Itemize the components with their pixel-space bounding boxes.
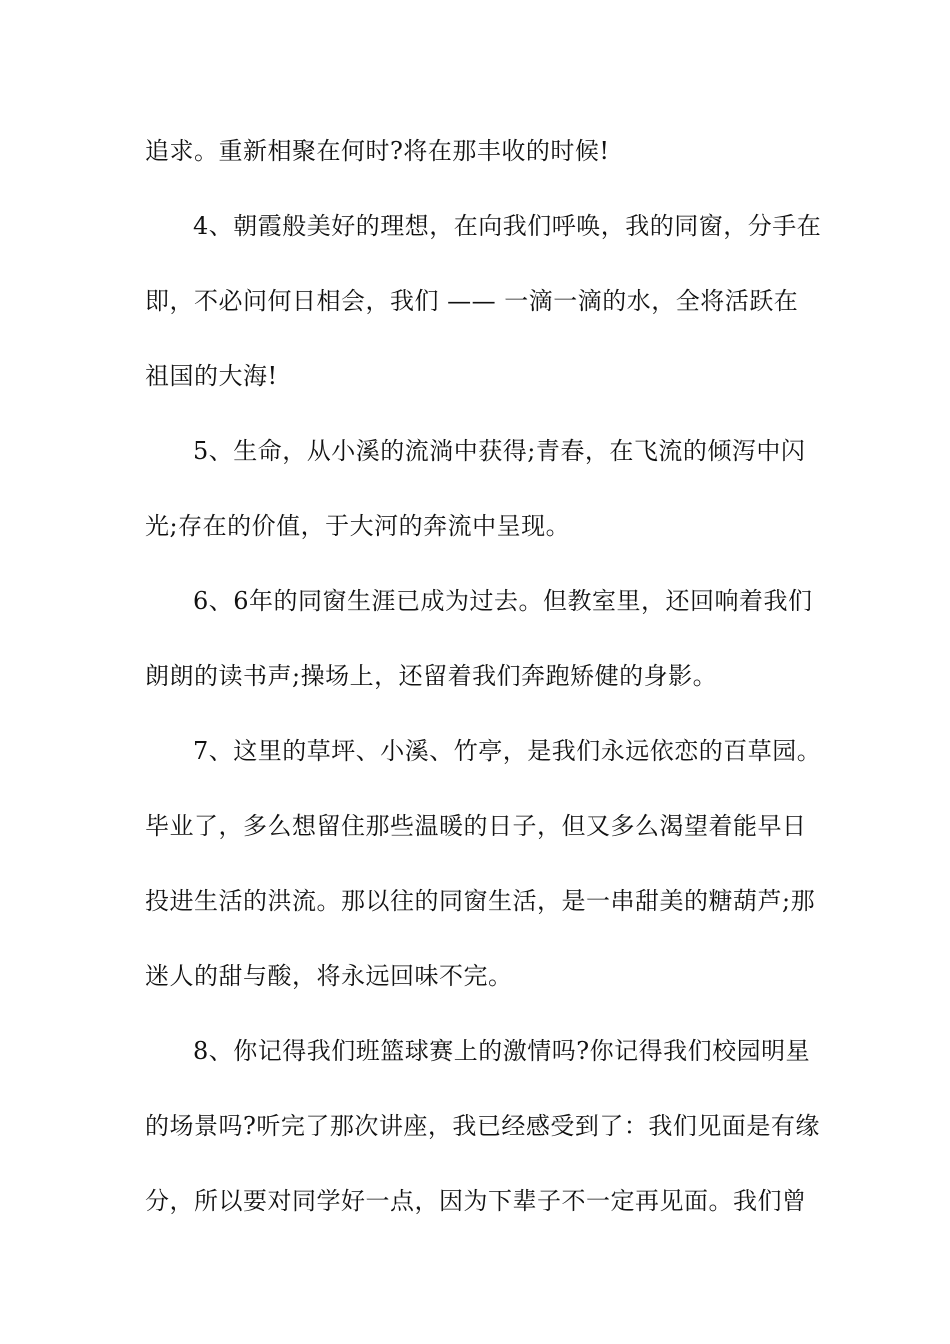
text-line: 5、生命，从小溪的流淌中获得;青春，在飞流的倾泻中闪 <box>193 437 806 465</box>
text-line: 投进生活的洪流。那以往的同窗生活，是一串甜美的糖葫芦;那 <box>145 887 816 915</box>
text-line: 7、这里的草坪、小溪、竹亭，是我们永远依恋的百草园。 <box>193 737 822 765</box>
text-line: 追求。重新相聚在何时?将在那丰收的时候! <box>145 137 610 165</box>
text-line: 6、6年的同窗生涯已成为过去。但教室里，还回响着我们 <box>193 587 813 615</box>
text-line: 分，所以要对同学好一点，因为下辈子不一定再见面。我们曾 <box>145 1187 807 1215</box>
text-line: 8、你记得我们班篮球赛上的激情吗?你记得我们校园明星 <box>193 1037 811 1065</box>
text-line: 即，不必问何日相会，我们 —— 一滴一滴的水，全将活跃在 <box>145 287 799 315</box>
text-line: 朗朗的读书声;操场上，还留着我们奔跑矫健的身影。 <box>145 662 718 690</box>
text-line: 4、朝霞般美好的理想，在向我们呼唤，我的同窗，分手在 <box>193 212 822 240</box>
text-line: 毕业了，多么想留住那些温暖的日子，但又多么渴望着能早日 <box>145 812 807 840</box>
text-line: 光;存在的价值，于大河的奔流中呈现。 <box>145 512 571 540</box>
text-line: 祖国的大海! <box>145 362 278 390</box>
text-line: 迷人的甜与酸，将永远回味不完。 <box>145 962 513 990</box>
text-line: 的场景吗?听完了那次讲座，我已经感受到了：我们见面是有缘 <box>145 1112 820 1140</box>
